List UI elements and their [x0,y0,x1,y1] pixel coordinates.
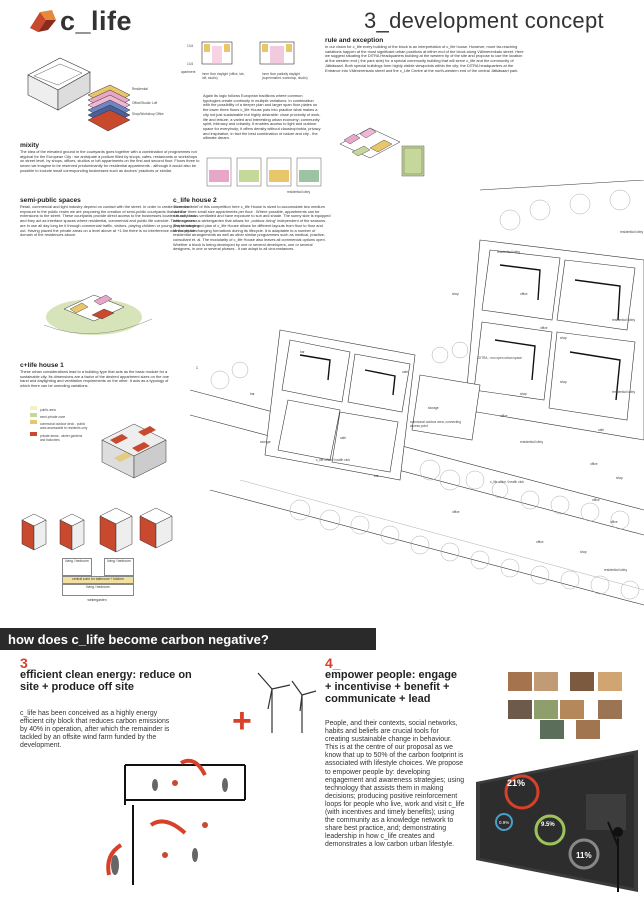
dim-label-2: 13,6 [187,62,194,66]
unit-cell-wintergarden: wintergarden [62,598,132,606]
info-screen-wall [468,742,644,900]
logo-title: c_life [60,6,133,36]
unit-cell-2: living / bedroom [104,558,134,576]
unit-cell-3: living / bedroom [62,584,134,596]
site-label-8: cafe [402,370,409,374]
energy-section-drawing [95,745,255,895]
site-plan [180,180,644,620]
people-photo-8 [598,700,622,719]
carbon-title: how does c_life become carbon negative? [8,632,269,647]
rule-body: In our vision for c_life every building of the block is an interpretation of c_life house. However, more far-reaching variations happen at the most significant urban positions at either end of the block along Välimerenkatu street. Here we suggest situating the DITRA Headquarters building at the western tip of the site and propose to use the location at the western end ( the park side) for a special community building that will serve c_life and the community of Jätkäsaari. Both special buildings form highly visible viewpoints within the city: the DITRA headquarters at the Entrance into Välimerenkatu street and the c_Life Centre at the north-western end of the central Jätkäsaari park. [325,44,524,73]
site-label-2: residential lobby [497,250,521,254]
site-label-32: office [610,520,618,524]
site-label-12: office [500,414,508,418]
section-label-2: inner floor partially daylight (supermarket, workshop, studio) [262,72,308,80]
dim-label-3: apartment [181,70,196,74]
unit-cell-1: living / bedroom [62,558,92,576]
site-label-10: cafe [598,428,605,432]
wind-turbine-icon [252,665,322,735]
site-label-13: office [590,462,598,466]
site-label-30: residential lobby [612,390,636,394]
section-4-number: 4_ [325,655,341,671]
rule-heading: rule and exception [325,37,384,44]
street-label: C [196,366,199,370]
people-photo-3 [570,672,594,691]
logic-body: Again its logic follows European traditions where common typologies create continuity in multiple variations. In combination with the possibility of a deeper plan and larger span floor plates on the lower three floors c_life House puts into practice what makes a city not just sustainable but highly desirable: close proximity of work, life and leisure, a varied and interesting urban economy; community spirit, intimacy and urbanity. It enables access to light and outdoor space for everybody; it offers density without claustrophobia, privacy and inspiration, in fact the best combination of nature and city - the ultimate dream. [203,93,321,141]
site-label-11: shop [520,392,527,396]
site-label-31: shop [580,550,587,554]
section-4-heading: empower people: engage + incentivise + benefit + communicate + lead [325,669,458,705]
house1-legend-swatches [30,404,40,444]
house2-heading: c_life house 2 [173,197,217,204]
mixity-body: The idea of the elevated ground in the courtyards goes together with a combination of programmes not atypical for the European City : we anticipate a podium filled by shops, cafes, restaurants or workshops on street level, by shops, offices, studios or loft appartments on the first and second floor. Floors three to seven we imagine to be reserved predominantly for residential appartments - although it would also be possible to include small corresponding businesses such as doctors' practices or similar. [20,149,200,173]
semi-public-body: Retail, commercial and light industry depend on contact with the street. In order to create increased exposure to the public realm we are proposing the creation of semi-public courtyards that act like extensions to the street. These courtyards provide direct access to the businesses located in our block and they act as interface spaces where residential, commercial and public life coincide. These spaces are in use all day long be it through commercial traffic, visitors, playing children or young people hanging out. Having placed the private areas on a level above at +1.5m there is no interference with the private domain of the residences above. [20,204,200,238]
screen-stat-4: 0.9% [499,820,510,825]
people-photo-7 [560,700,584,719]
site-label-14: office [592,498,600,502]
legend-shop: Shop/Workshop Office [132,112,164,116]
mixity-heading: mixity [20,142,40,149]
legend-office: Office/Studio/ Loft [132,101,158,105]
section-3-heading: efficient clean energy: reduce on site + produce off site [20,669,192,693]
site-label-6: shop [560,336,567,340]
people-photo-5 [508,700,532,719]
site-label-27: residential lobby [520,440,544,444]
house1-axonometric [92,400,177,490]
site-label-1: residential lobby [287,190,311,194]
people-photo-10 [576,720,600,739]
section-3-body: c_life has been conceived as a highly energy efficient city block that reduces carbon emissions by 40% in operation, after which the remainder is tackled by an offsite wind farm funded by the development. [20,710,170,750]
site-label-26: shop [560,380,567,384]
house1-legend-private: private areas - winter gardens and balconies [40,434,83,442]
section-3-number: 3_ [20,655,36,671]
site-label-7: bar [300,350,305,354]
site-label-33: residential lobby [604,568,628,572]
house1-body: These urban considerations lead to a building type that acts as the basic module for a sustainable city. Its dimensions are a factor of the desired appartment sizes on the one hand and daylighting and ventilation requirements on the other. It acts as a typology of which there can be unending variations. [20,369,169,389]
legend-residential: Residential [132,87,148,91]
site-label-15: shop [616,476,623,480]
site-label-17: cafe [340,436,347,440]
courtyard-axonometric [34,275,164,345]
people-photo-4 [598,672,622,691]
screen-stat-2: 9.5% [541,822,555,828]
dim-label-1: 13,6 [187,44,194,48]
unit-cell-central: central zone for bathroom + kitchen [62,576,134,584]
site-label-20: DITRA - non open urban space [478,356,522,360]
screen-stat-3: 11% [576,851,592,860]
exception-axonometric [330,94,445,184]
sheet-title: 3_development concept [364,8,604,33]
plus-sign: + [232,702,252,740]
site-label-25: residential lobby [612,318,636,322]
people-photo-2 [534,672,558,691]
house2-body: Given the brief of this competition here c_life House is sized to accomodate two medium sized or three small size appartments per floor . Where possible, appartments can be naturally cross-ventilated and have exposure to sun and shade. The sunny side is equipped with a generous wintergarden that allows for „outdoor-living“ independent of the seasons. The structure and plan of c_life House allows for different layouts from floor to floor and obviously for changing formations during its lifecycle. It is adaptable to a number of residential arrangements as well as other similar programmes such as medical, practice, consultant et. al. The modularity of c_life House also leaves all commercial options open. Whether a block is being developed by one or several developers, one or several designers, in one or several phases - it can adapt to all circumstances. [173,204,331,252]
site-label-9: storage [428,406,439,410]
unit-plan [62,558,132,618]
people-photo-6 [534,700,558,719]
module-variations-diagram [20,500,180,555]
house1-legend-public: public area [40,408,56,412]
section-4-body: People, and their contexts, social networks, habits and beliefs are crucial tools for creating sustainable change in behaviour. This is at the centre of our proposal as we know that up to 50% of the carbon footprint is associated with lifestyle choices. We propose to empower people by: developing engagement and awareness strategies; using technology that assists them in making decisions; producing positive reinforcement loops for people who live, work and visit c_life (with incentives and timely benefits); using the community as a knowledge network to share best practice, and; demonstrating leadership in how c_life creates and demonstrates a low carbon urban lifestyle. [325,720,465,849]
screen-stat-1: 21% [507,778,526,788]
site-label-24: office [452,510,460,514]
site-label-19: communal outdoor area, connecting access point [410,420,461,428]
section-label-1: inner floor daylight (office, lab, loft, studio) [202,72,245,80]
site-label-22: c_life office / health club [490,480,524,484]
house1-legend-communal: communal outdoor deck - public area accessable to residents only [40,422,88,430]
semi-public-heading: semi-public spaces [20,197,81,204]
site-label-23: bar [374,474,379,478]
people-photo-9 [540,720,564,739]
house1-heading: c+life house 1 [20,362,64,369]
site-label-4: office [520,292,528,296]
site-label-5: office [540,326,548,330]
house1-legend-semi: semi-private zone [40,415,66,419]
c-life-logo-icon [28,8,58,34]
section-diagrams [190,36,320,92]
site-label-29: office [536,540,544,544]
site-label-16: bar [250,392,255,396]
people-photo-1 [508,672,532,691]
site-label-28: residential lobby [620,230,644,234]
site-label-18: storage [260,440,271,444]
site-label-3: shop [452,292,459,296]
site-label-21: c_life office / health club [316,458,350,462]
